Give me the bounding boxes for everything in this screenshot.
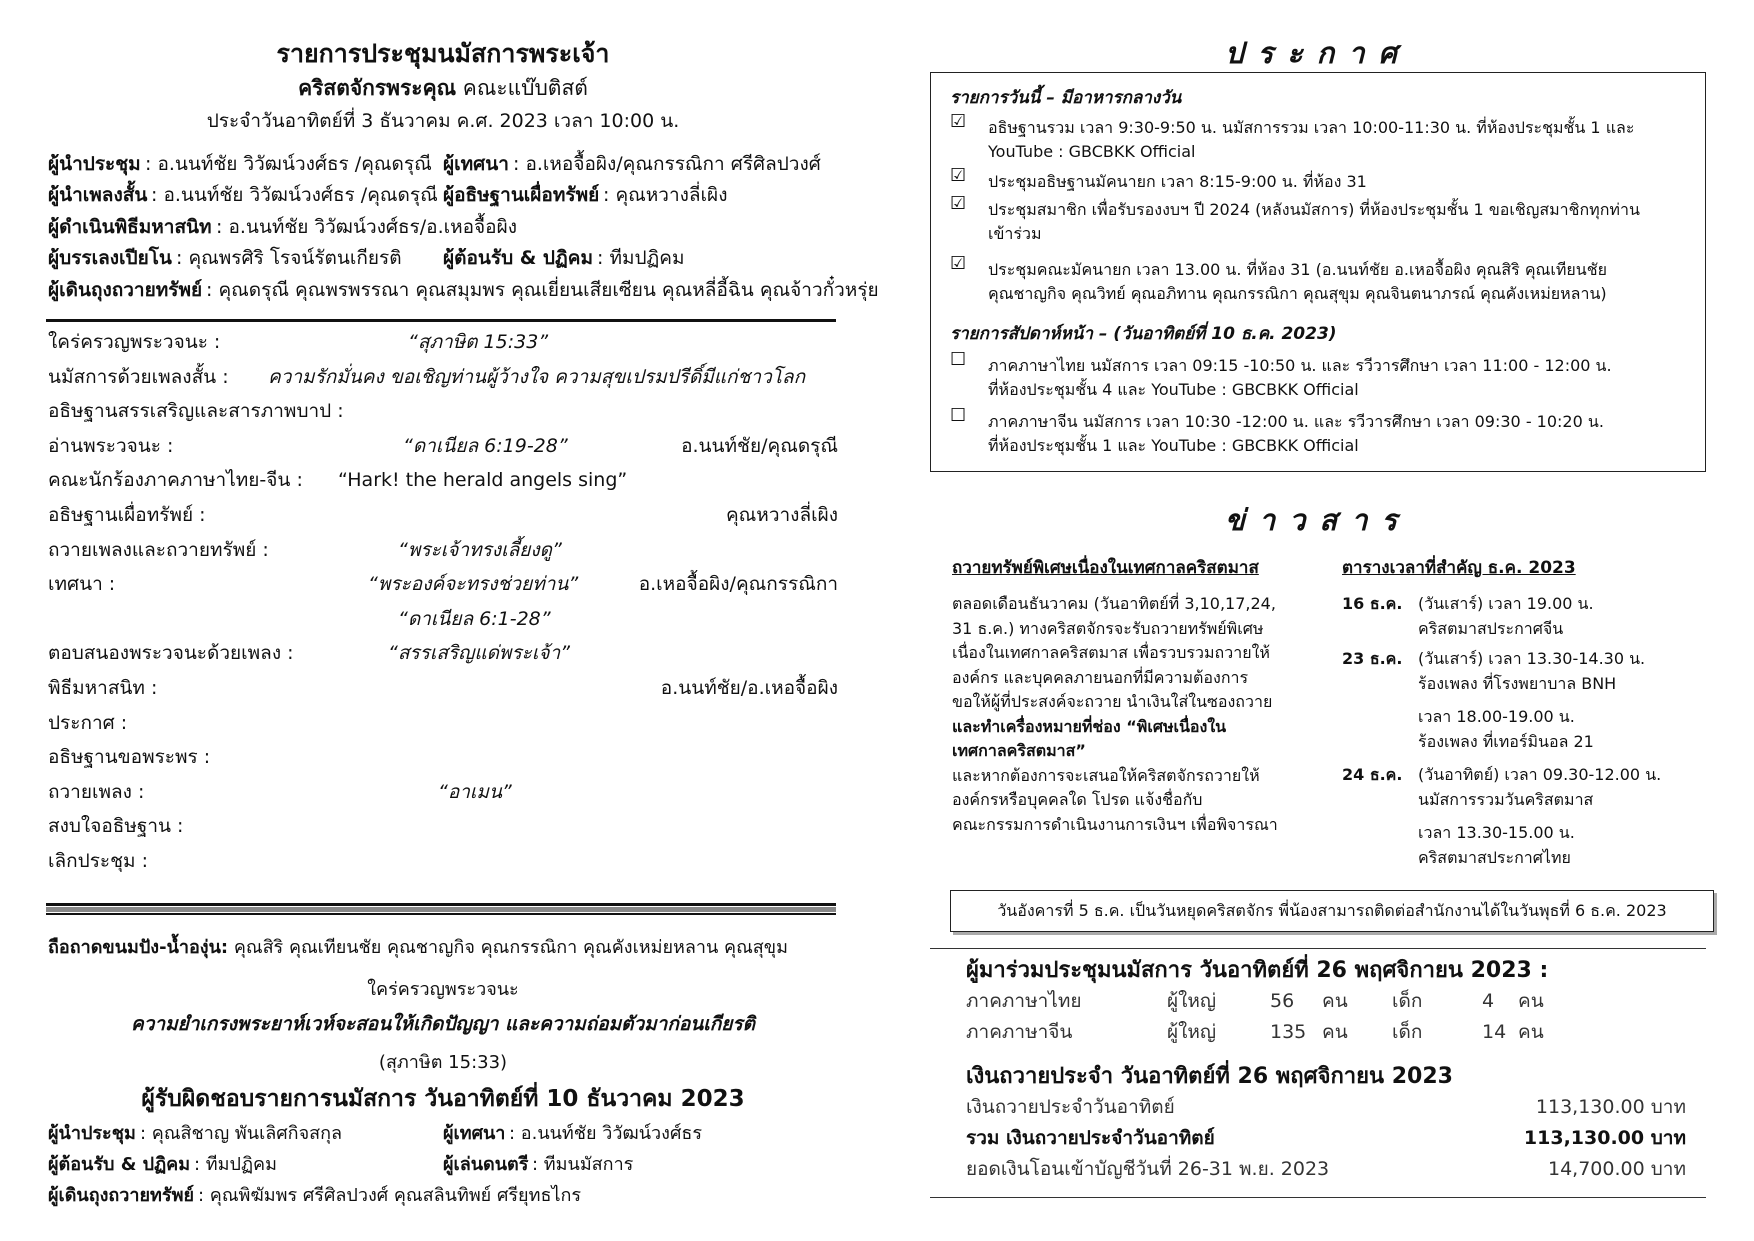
staff-role-label: ผู้เทศนา bbox=[443, 153, 509, 175]
offering-line: องค์กรหรือบุคคลใด โปรด แจ้งชื่อกับ bbox=[952, 790, 1203, 809]
staff-role-value: : คุณหวางลี่เผิง bbox=[603, 184, 728, 206]
checkbox-icon: ☑ bbox=[950, 165, 967, 186]
offering-label: ยอดเงินโอนเข้าบัญชีวันที่ 26-31 พ.ย. 2023 bbox=[966, 1158, 1330, 1180]
schedule-event: ร้องเพลง ที่เทอร์มินอล 21 bbox=[1418, 732, 1594, 751]
schedule-heading: ตารางเวลาที่สำคัญ ธ.ค. 2023 bbox=[1342, 558, 1576, 578]
attendance-cell: ผู้ใหญ่ bbox=[1167, 1021, 1217, 1043]
announcements-title: ประกาศ bbox=[1225, 36, 1411, 70]
attendance-cell: ผู้ใหญ่ bbox=[1167, 990, 1217, 1012]
memory-verse-ref: (สุภาษิต 15:33) bbox=[378, 1052, 508, 1073]
staff-row bbox=[48, 213, 838, 241]
next-week-heading: รายการสัปดาห์หน้า – (วันอาทิตย์ที่ 10 ธ.ค. 2023) bbox=[950, 324, 1337, 344]
offering-amount: 14,700.00 บาท bbox=[1548, 1158, 1686, 1180]
offering-amount: 113,130.00 บาท bbox=[1523, 1127, 1686, 1149]
staff-role-label: ผู้ต้อนรับ & ปฏิคม bbox=[443, 247, 593, 269]
order-item-detail: “สรรเสริญแด่พระเจ้า” bbox=[388, 642, 570, 664]
offering-label: เงินถวายประจำวันอาทิตย์ bbox=[966, 1096, 1175, 1118]
news-title: ข่าวสาร bbox=[1225, 503, 1411, 537]
order-item-person: คุณหวางลี่เผิง bbox=[725, 504, 838, 526]
today-item bbox=[950, 111, 1706, 168]
schedule-date: 16 ธ.ค. bbox=[1342, 594, 1403, 613]
order-row bbox=[48, 638, 838, 668]
schedule-time: (วันเสาร์) เวลา 19.00 น. bbox=[1418, 594, 1594, 613]
announcement-text bbox=[988, 116, 1698, 164]
announcement-line: ที่ห้องประชุมชั้น 4 และ YouTube : GBCBKK Official bbox=[988, 380, 1359, 399]
holiday-notice: วันอังคารที่ 5 ธ.ค. เป็นวันหยุดคริสตจักร พี่น้องสามารถติดต่อสำนักงานได้ในวันพุธที่ 6 ธ.ค. 2023 bbox=[950, 890, 1714, 932]
order-row bbox=[48, 811, 838, 841]
attendance-cell: เด็ก bbox=[1392, 1021, 1423, 1043]
announcement-line: ประชุมสมาชิก เพื่อรับรองงบฯ ปี 2024 (หลังนมัสการ) ที่ห้องประชุมชั้น 1 ขอเชิญสมาชิกทุกท่าน bbox=[988, 200, 1640, 219]
checkbox-icon: ☑ bbox=[950, 111, 967, 132]
staff-role-value: : ทีมปฏิคม bbox=[597, 247, 685, 269]
announcement-line: ประชุมคณะมัคนายก เวลา 13.00 น. ที่ห้อง 31 (อ.นนท์ชัย อ.เหอจื้อผิง คุณสิริ คุณเทียนชัย bbox=[988, 260, 1607, 279]
schedule-event: นมัสการรวมวันคริสตมาส bbox=[1418, 790, 1594, 809]
order-row bbox=[48, 742, 838, 772]
order-row bbox=[48, 708, 838, 738]
divider bbox=[46, 913, 836, 915]
checkbox-icon: ☐ bbox=[950, 349, 967, 370]
schedule-date: 24 ธ.ค. bbox=[1342, 765, 1403, 784]
program-title: รายการประชุมนมัสการพระเจ้า bbox=[276, 39, 610, 68]
order-item-label: สงบใจอธิษฐาน : bbox=[48, 815, 184, 837]
staff-role-value: : คุณพรศิริ โรจน์รัตนเกียรติ bbox=[176, 247, 402, 269]
schedule-date: 23 ธ.ค. bbox=[1342, 649, 1403, 668]
offering-line: และหากต้องการจะเสนอให้คริสตจักรถวายให้ bbox=[952, 765, 1260, 785]
staff-role-value: : อ.นนท์ชัย วิวัฒน์วงศ์ธร /คุณดรุณี bbox=[145, 153, 432, 175]
attendance-cell: ภาคภาษาไทย bbox=[966, 990, 1082, 1012]
offering-line: ตลอดเดือนธันวาคม (วันอาทิตย์ที่ 3,10,17,24, bbox=[952, 594, 1276, 613]
staff-role-label: ผู้เล่นดนตรี bbox=[443, 1154, 529, 1175]
attendance-cell: 14 bbox=[1482, 1021, 1507, 1043]
schedule-time: เวลา 18.00-19.00 น. bbox=[1418, 707, 1575, 726]
schedule-time: เวลา 13.30-15.00 น. bbox=[1418, 823, 1575, 842]
staff-role-value: : ทีมปฏิคม bbox=[194, 1154, 277, 1175]
staff-role-value: : อ.เหอจื้อผิง/คุณกรรณิกา ศรีศิลปวงศ์ bbox=[513, 153, 821, 175]
attendance-cell: 4 bbox=[1482, 990, 1495, 1012]
offering-label: รวม เงินถวายประจำวันอาทิตย์ bbox=[966, 1127, 1215, 1149]
order-item-label: อ่านพระวจนะ : bbox=[48, 435, 174, 457]
divider bbox=[46, 319, 836, 322]
attendance-cell: ภาคภาษาจีน bbox=[966, 1021, 1073, 1043]
order-row bbox=[48, 673, 838, 703]
staff-role-label: ผู้เดินถุงถวายทรัพย์ bbox=[48, 1185, 194, 1206]
order-row bbox=[48, 396, 838, 426]
checkbox-icon: ☑ bbox=[950, 253, 967, 274]
schedule-event: คริสตมาสประกาศไทย bbox=[1418, 848, 1571, 867]
order-item-detail: “ดาเนียล 6:19-28” bbox=[403, 435, 568, 457]
order-item-label: ถวายเพลง : bbox=[48, 781, 145, 803]
staff-role-value: : อ.นนท์ชัย วิวัฒน์วงศ์ธร /คุณดรุณี bbox=[151, 184, 438, 206]
attendance-cell: 135 bbox=[1270, 1021, 1307, 1043]
announcement-text bbox=[988, 354, 1698, 402]
attendance-cell: คน bbox=[1322, 1021, 1348, 1043]
staff-row bbox=[48, 1182, 838, 1210]
schedule-event: คริสตมาสประกาศจีน bbox=[1418, 619, 1564, 638]
order-item-label: นมัสการด้วยเพลงสั้น : bbox=[48, 366, 229, 388]
offering-total-title: เงินถวายประจำ วันอาทิตย์ที่ 26 พฤศจิกายน 2023 bbox=[966, 1064, 1453, 1089]
order-row bbox=[48, 327, 838, 357]
service-date: ประจำวันอาทิตย์ที่ 3 ธันวาคม ค.ศ. 2023 เวลา 10:00 น. bbox=[206, 110, 680, 132]
order-row bbox=[48, 465, 838, 495]
attendance-cell: 56 bbox=[1270, 990, 1295, 1012]
order-item-label: ถวายเพลงและถวายทรัพย์ : bbox=[48, 539, 269, 561]
order-item-detail: ความรักมั่นคง ขอเชิญท่านผู้ว้างใจ ความสุขเปรมปรีดิ์มีแก่ชาวโลก bbox=[268, 366, 806, 388]
order-item-person: อ.นนท์ชัย/อ.เหอจื้อผิง bbox=[660, 677, 838, 699]
staff-role-label: ผู้บรรเลงเปียโน bbox=[48, 247, 172, 269]
staff-role-value: : คุณดรุณี คุณพรพรรณา คุณสมุมพร คุณเยี่ยนเสียเซียน คุณหลี่อี้ฉิน คุณจ้าวกั๋วหรุ่ย bbox=[206, 279, 879, 301]
order-item-detail: “Hark! the herald angels sing” bbox=[338, 469, 628, 491]
announcement-line: YouTube : GBCBKK Official bbox=[988, 142, 1196, 161]
staff-row bbox=[48, 244, 838, 272]
order-item-detail: “พระองค์จะทรงช่วยท่าน” bbox=[368, 573, 579, 595]
order-item-label: ตอบสนองพระวจนะด้วยเพลง : bbox=[48, 642, 294, 664]
attendance-cell: คน bbox=[1322, 990, 1348, 1012]
offering-line: และทำเครื่องหมายที่ช่อง “พิเศษเนื่องใน bbox=[952, 716, 1227, 736]
offering-amount: 113,130.00 บาท bbox=[1535, 1096, 1686, 1118]
today-heading: รายการวันนี้ – มีอาหารกลางวัน bbox=[950, 88, 1182, 108]
staff-row bbox=[48, 150, 838, 178]
schedule-event: ร้องเพลง ที่โรงพยาบาล BNH bbox=[1418, 674, 1617, 693]
staff-role-label: ผู้ต้อนรับ & ปฏิคม bbox=[48, 1154, 191, 1175]
staff-role-value: : อ.นนท์ชัย วิวัฒน์วงศ์ธร/อ.เหอจื้อผิง bbox=[216, 216, 517, 238]
staff-role-label: ผู้นำเพลงสั้น bbox=[48, 184, 148, 206]
order-row bbox=[48, 535, 838, 565]
staff-row bbox=[48, 1151, 838, 1179]
offering-line: เทศกาลคริสตมาส” bbox=[952, 741, 1086, 760]
checkbox-icon: ☐ bbox=[950, 405, 967, 426]
communion-helpers-names: คุณสิริ คุณเทียนชัย คุณชาญกิจ คุณกรรณิกา คุณคังเหม่ยหลาน คุณสุขุม bbox=[233, 937, 788, 958]
staff-role-label: ผู้อธิษฐานเผื่อทรัพย์ bbox=[443, 184, 600, 206]
order-row bbox=[48, 846, 838, 876]
order-row bbox=[48, 431, 838, 461]
church-denomination: คณะแบ๊บติสต์ bbox=[462, 76, 588, 100]
announcement-line: เข้าร่วม bbox=[988, 224, 1042, 243]
order-item-label: เทศนา : bbox=[48, 573, 116, 595]
schedule-time: (วันอาทิตย์) เวลา 09.30-12.00 น. bbox=[1418, 765, 1662, 784]
offering-line: คณะกรรมการดำเนินงานการเงินฯ เพื่อพิจารณา bbox=[952, 814, 1278, 834]
next-week-title: ผู้รับผิดชอบรายการนมัสการ วันอาทิตย์ที่ 10 ธันวาคม 2023 bbox=[141, 1086, 745, 1112]
order-item-detail: “อาเมน” bbox=[438, 781, 512, 803]
offering-line: องค์กร และบุคคลภายนอกที่มีความต้องการ bbox=[952, 667, 1249, 687]
staff-role-label: ผู้เทศนา bbox=[443, 1123, 506, 1144]
staff-role-label: ผู้เดินถุงถวายทรัพย์ bbox=[48, 279, 203, 301]
attendance-title: ผู้มาร่วมประชุมนมัสการ วันอาทิตย์ที่ 26 พฤศจิกายน 2023 : bbox=[966, 958, 1549, 983]
announcement-line: ภาคภาษาจีน นมัสการ เวลา 10:30 -12:00 น. และ รวีวารศึกษา เวลา 09:30 - 10:20 น. bbox=[988, 412, 1604, 431]
order-item-label: อธิษฐานสรรเสริญและสารภาพบาป : bbox=[48, 400, 344, 422]
checkbox-icon: ☑ bbox=[950, 193, 967, 214]
memory-verse: ความยำเกรงพระยาห์เวห์จะสอนให้เกิดปัญญา และความถ่อมตัวมาก่อนเกียรติ bbox=[131, 1013, 755, 1035]
order-row bbox=[48, 777, 838, 807]
order-item-label: อธิษฐานเผื่อทรัพย์ : bbox=[48, 504, 206, 526]
order-item-label: พิธีมหาสนิท : bbox=[48, 677, 158, 699]
attendance-cell: เด็ก bbox=[1392, 990, 1423, 1012]
order-item-person: อ.นนท์ชัย/คุณดรุณี bbox=[681, 435, 838, 457]
divider bbox=[930, 948, 1706, 949]
staff-role-label: ผู้นำประชุม bbox=[48, 153, 141, 175]
offering-line: 31 ธ.ค.) ทางคริสตจักรจะรับถวายทรัพย์พิเศษ bbox=[952, 618, 1264, 638]
order-row bbox=[48, 362, 838, 392]
staff-row bbox=[48, 276, 879, 304]
announcement-text bbox=[988, 198, 1698, 246]
announcement-text bbox=[988, 170, 1698, 194]
staff-row bbox=[48, 1120, 838, 1148]
attendance-cell: คน bbox=[1518, 990, 1544, 1012]
announcement-line: ภาคภาษาไทย นมัสการ เวลา 09:15 -10:50 น. และ รวีวารศึกษา เวลา 11:00 - 12:00 น. bbox=[988, 356, 1612, 375]
announcement-line: คุณชาญกิจ คุณวิทย์ คุณอภิทาน คุณกรรณิกา คุณสุขุม คุณจินตนาภรณ์ คุณคังเหม่ยหลาน) bbox=[988, 284, 1607, 303]
today-item bbox=[950, 193, 1706, 250]
order-item-detail: “สุภาษิต 15:33” bbox=[408, 331, 549, 353]
order-item-person: อ.เหอจื้อผิง/คุณกรรณิกา bbox=[638, 573, 838, 595]
next-week-item bbox=[950, 405, 1706, 462]
order-item-detail: “พระเจ้าทรงเลี้ยงดู” bbox=[398, 539, 562, 561]
staff-role-value: : อ.นนท์ชัย วิวัฒน์วงศ์ธร bbox=[509, 1123, 703, 1144]
staff-role-label: ผู้ดำเนินพิธีมหาสนิท bbox=[48, 216, 212, 238]
order-item-label: คณะนักร้องภาคภาษาไทย-จีน : bbox=[48, 469, 303, 491]
church-name-bold: คริสตจักรพระคุณ bbox=[298, 76, 457, 100]
divider bbox=[46, 907, 836, 912]
staff-row bbox=[48, 181, 838, 209]
offering-line: เนื่องในเทศกาลคริสตมาส เพื่อรวบรวมถวายให้ bbox=[952, 643, 1270, 662]
announcement-text bbox=[988, 410, 1698, 458]
offering-line: ขอให้ผู้ที่ประสงค์จะถวาย นำเงินใส่ในซองถวาย bbox=[952, 692, 1273, 711]
attendance-cell: คน bbox=[1518, 1021, 1544, 1043]
staff-role-value: : คุณสิชาญ พันเลิศกิจสกุล bbox=[140, 1123, 343, 1144]
divider bbox=[930, 1197, 1706, 1198]
announcement-line: ที่ห้องประชุมชั้น 1 และ YouTube : GBCBKK Official bbox=[988, 436, 1359, 455]
communion-helpers bbox=[48, 932, 788, 961]
order-row bbox=[48, 569, 838, 599]
staff-role-label: ผู้นำประชุม bbox=[48, 1123, 136, 1144]
next-week-item bbox=[950, 349, 1706, 406]
order-row bbox=[48, 604, 838, 634]
christmas-offering-heading: ถวายทรัพย์พิเศษเนื่องในเทศกาลคริสตมาส bbox=[952, 558, 1259, 578]
divider bbox=[46, 903, 836, 906]
order-item-label: ประกาศ : bbox=[48, 712, 128, 734]
staff-role-value: : ทีมนมัสการ bbox=[532, 1154, 634, 1175]
church-name bbox=[48, 72, 838, 105]
schedule-time: (วันเสาร์) เวลา 13.30-14.30 น. bbox=[1418, 649, 1646, 668]
announcement-text bbox=[988, 258, 1698, 306]
order-item-detail: “ดาเนียล 6:1-28” bbox=[398, 608, 551, 630]
staff-role-value: : คุณพิฆัมพร ศรีศิลปวงศ์ คุณสลินทิพย์ ศรียุทธไกร bbox=[198, 1185, 582, 1206]
today-item bbox=[950, 253, 1706, 310]
order-row bbox=[48, 500, 838, 530]
order-item-label: อธิษฐานขอพระพร : bbox=[48, 746, 211, 768]
announcement-line: ประชุมอธิษฐานมัคนายก เวลา 8:15-9:00 น. ที่ห้อง 31 bbox=[988, 172, 1367, 191]
order-item-label: ใคร่ครวญพระวจนะ : bbox=[48, 331, 221, 353]
announcement-line: อธิษฐานรวม เวลา 9:30-9:50 น. นมัสการรวม เวลา 10:00-11:30 น. ที่ห้องประชุมชั้น 1 และ bbox=[988, 118, 1635, 137]
communion-helpers-label: ถือถาดขนมปัง-น้ำองุ่น: bbox=[48, 937, 229, 958]
order-item-label: เลิกประชุม : bbox=[48, 850, 148, 872]
reflection-heading: ใคร่ครวญพระวจนะ bbox=[367, 979, 519, 1000]
